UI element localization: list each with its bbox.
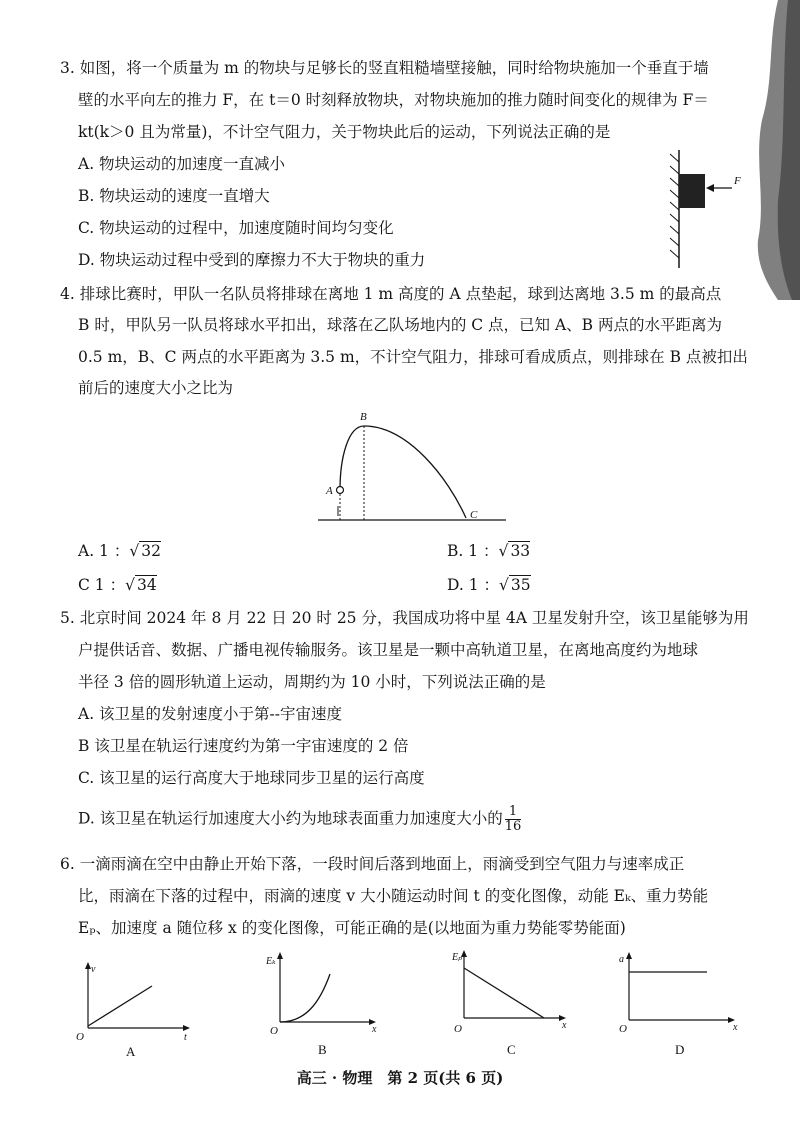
q4-stem-line-4: 前后的速度大小之比为 [78, 379, 234, 397]
q3-stem-line-3: kt(k＞0 且为常量)，不计空气阻力，关于物块此后的运动，下列说法正确的是 [78, 123, 611, 141]
q6-graph-c-y-label: Eₚ [452, 952, 463, 963]
q6-graph-c [452, 948, 582, 1058]
q6-graph-b-y-label: Eₖ [266, 956, 276, 967]
q6-graph-d-origin: O [619, 1023, 627, 1035]
q5-option-c: C. 该卫星的运行高度大于地球同步卫星的运行高度 [78, 769, 425, 787]
sqrt-icon: √ [499, 576, 509, 594]
q5-option-d-fraction [505, 805, 522, 834]
q4-option-a-label: A. 1 ： [78, 542, 130, 560]
q6-graph-a-caption: A [126, 1044, 136, 1059]
q6-graph-c-x-label: x [562, 1020, 567, 1031]
q6-graph-c-origin: O [454, 1023, 462, 1035]
q4-option-b-label: B. 1 ： [447, 542, 499, 560]
q6-graph-b [262, 952, 392, 1062]
fraction-numerator: 1 [505, 805, 522, 820]
scan-edge-shadow [748, 0, 800, 300]
q4-option-c-radicand: 34 [136, 576, 157, 594]
q6-graph-d-caption: D [675, 1042, 685, 1057]
q3-block [679, 174, 705, 208]
q4-ball [337, 487, 344, 494]
q6-stem-line-2: 比，雨滴在下落的过程中，雨滴的速度 v 大小随运动时间 t 的变化图像，动能 Eₖ、重力势能 [78, 887, 709, 905]
sqrt-icon: √ [125, 576, 135, 594]
q6-stem-line-1: 6. 一滴雨滴在空中由静止开始下落，一段时间后落到地面上，雨滴受到空气阻力与速率成正 [60, 855, 685, 873]
q3-option-b: B. 物块运动的速度一直增大 [78, 187, 270, 205]
sqrt-icon: √ [498, 542, 509, 560]
q4-label-a: A [326, 485, 333, 497]
q5-stem-line-2: 户提供话音、数据、广播电视传输服务。该卫星是一颗中高轨道卫星，在离地高度约为地球 [78, 641, 699, 659]
q3-wall-block-figure [664, 150, 754, 270]
q5-option-a: A. 该卫星的发射速度小于第--宇宙速度 [78, 705, 343, 723]
q4-stem-line-3: 0.5 m，B、C 两点的水平距离为 3.5 m，不计空气阻力，排球可看成质点，则排球在 B 点被扣出 [78, 348, 748, 366]
q4-option-a-radicand: 32 [141, 542, 161, 560]
q6-graph-d-y-label: a [619, 954, 624, 965]
q3-stem-line-2: 壁的水平向左的推力 F，在 t＝0 时刻释放物块，对物块施加的推力随时间变化的规律为 F＝ [78, 91, 709, 109]
q4-label-c: C [470, 509, 478, 521]
q4-label-b: B [360, 411, 367, 423]
q5-option-b: B 该卫星在轨运行速度约为第一宇宙速度的 2 倍 [78, 737, 409, 755]
q5-option-d [78, 805, 521, 834]
q6-stem-line-3: Eₚ、加速度 a 随位移 x 的变化图像，可能正确的是(以地面为重力势能零势能面) [78, 919, 626, 937]
q6-graph-b-origin: O [270, 1025, 278, 1037]
q6-graph-b-caption: B [318, 1042, 327, 1057]
q4-option-b-radicand: 33 [510, 542, 531, 560]
q6-graph-a-y-label: v [91, 964, 96, 975]
sqrt-icon: √ [129, 542, 140, 560]
q4-option-c-label: C 1 ： [78, 576, 126, 594]
q6-graph-b-x-label: x [372, 1024, 377, 1035]
q6-graph-a-origin: O [76, 1031, 84, 1043]
q4-option-b [447, 541, 530, 561]
fraction-denominator: 16 [504, 819, 522, 834]
q4-option-d [447, 575, 531, 595]
q6-graph-d-x-label: x [733, 1022, 738, 1033]
q4-option-d-label: D. 1 ： [447, 576, 500, 594]
q4-option-d-radicand: 35 [510, 576, 531, 594]
q3-option-c: C. 物块运动的过程中，加速度随时间均匀变化 [78, 219, 394, 237]
page-footer: 高三 · 物理 第 2 页(共 6 页) [296, 1069, 504, 1087]
q3-option-a: A. 物块运动的加速度一直减小 [78, 155, 286, 173]
q6-graph-a [70, 952, 200, 1062]
q6-graph-a-x-label: t [184, 1032, 187, 1043]
q6-graph-d [615, 948, 755, 1058]
q5-option-d-text: D. 该卫星在轨运行加速度大小约为地球表面重力加速度大小的 [78, 809, 503, 828]
q6-graph-c-caption: C [507, 1042, 516, 1057]
q4-trajectory-figure [318, 408, 508, 526]
q4-option-c [78, 575, 157, 595]
q3-force-label: F [734, 175, 741, 187]
q4-stem-line-1: 4. 排球比赛时，甲队一名队员将排球在离地 1 m 高度的 A 点垫起，球到达离地 3.5 m 的最高点 [60, 285, 722, 303]
q5-stem-line-3: 半径 3 倍的圆形轨道上运动，周期约为 10 小时，下列说法正确的是 [78, 673, 546, 691]
q3-stem-line-1: 3. 如图，将一个质量为 m 的物块与足够长的竖直粗糙墙壁接触，同时给物块施加一个垂直于墙 [60, 59, 709, 77]
q4-option-a [78, 541, 161, 561]
q4-stem-line-2: B 时，甲队另一队员将球水平扣出，球落在乙队场地内的 C 点，已知 A、B 两点的水平距离为 [78, 316, 722, 334]
q5-stem-line-1: 5. 北京时间 2024 年 8 月 22 日 20 时 25 分，我国成功将中星 4A 卫星发射升空，该卫星能够为用 [60, 609, 749, 627]
q3-option-d: D. 物块运动过程中受到的摩擦力不大于物块的重力 [78, 251, 426, 269]
